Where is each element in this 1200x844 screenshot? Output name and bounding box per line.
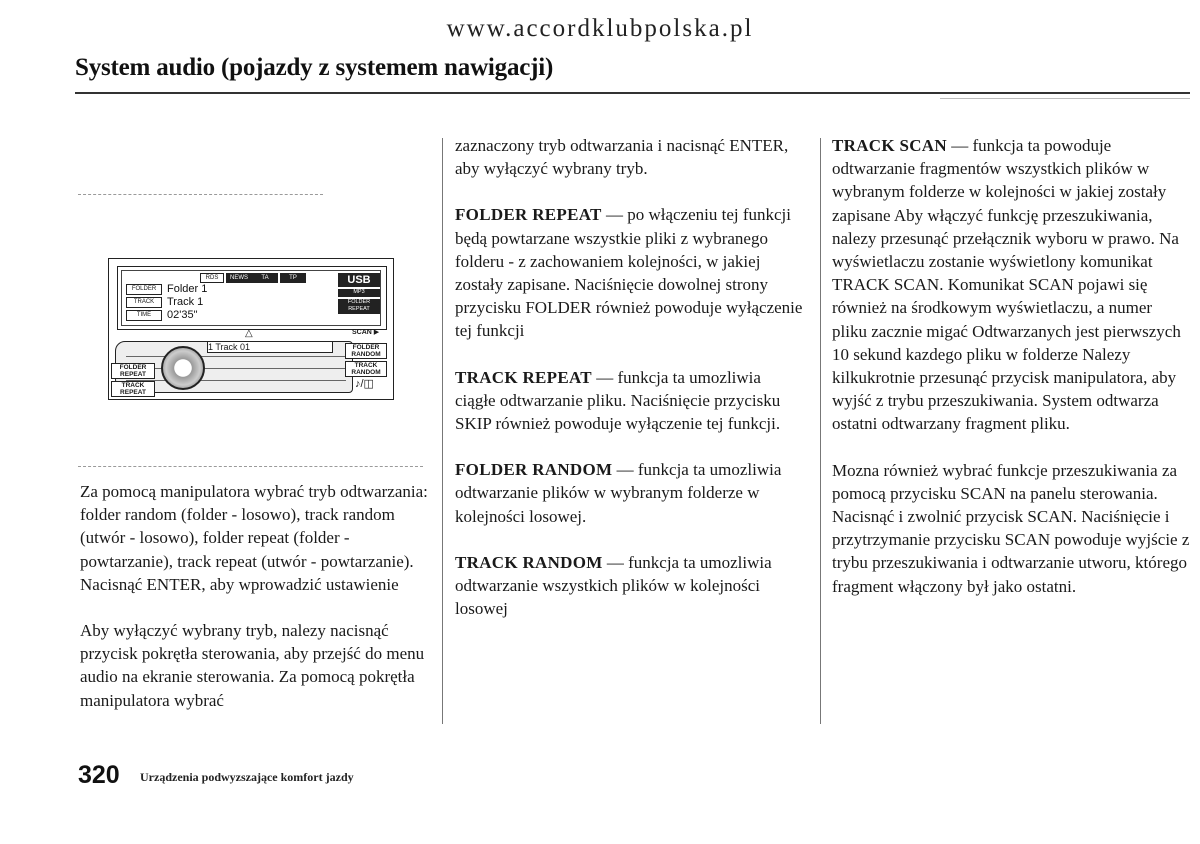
- folder-repeat-text: — po włączeniu tej funkcji będą powtarzane wszystkie pliki z wybranego folderu - z zachowaniem kolejności, w jakiej zostały zapisane. Naciśnięcie dowolnej strony przycisku FOLDER również powoduje wyłączenie tej funkcji: [455, 205, 803, 341]
- footer-section-title: Urządzenia podwyzszające komfort jazdy: [140, 770, 354, 784]
- column-1: [80, 480, 442, 735]
- tab-ta: TA: [252, 273, 278, 283]
- track-random-button: TRACK RANDOM: [345, 361, 387, 377]
- folder-repeat-section: [455, 203, 805, 342]
- tab-rds: RDS: [200, 273, 224, 283]
- display-label-folder: FOLDER: [126, 284, 162, 295]
- display-value-folder: Folder 1: [167, 283, 208, 295]
- panel-groove: [126, 380, 346, 381]
- track-strip: 1 Track 01: [207, 341, 333, 353]
- track-random-section: [455, 551, 805, 621]
- folder-repeat-heading: FOLDER REPEAT: [455, 205, 602, 225]
- title-divider: [75, 92, 1190, 94]
- mode-badge: FOLDER REPEAT: [338, 299, 380, 314]
- track-repeat-section: [455, 366, 805, 436]
- column-2: [455, 134, 805, 643]
- track-repeat-text: — funkcja ta umozliwia ciągłe odtwarzanie pliku. Naciśnięcie przycisku SKIP również powoduje wyłączenie tej funkcji.: [455, 367, 781, 434]
- panel-groove: [126, 356, 346, 357]
- dash-line-top: [78, 194, 323, 195]
- tab-news: NEWS: [226, 273, 252, 283]
- track-scan-section: [832, 134, 1190, 436]
- col2-intro: zaznaczony tryb odtwarzania i nacisnąć ENTER, aby wyłączyć wybrany tryb.: [455, 136, 789, 179]
- tab-tp: TP: [280, 273, 306, 283]
- track-scan-heading: TRACK SCAN: [832, 136, 947, 155]
- track-repeat-heading: TRACK REPEAT: [455, 367, 592, 387]
- column-divider-2: [820, 138, 821, 724]
- col1-paragraph-2: Aby wyłączyć wybrany tryb, nalezy nacisnąć przycisk pokrętła sterowania, aby przejść do menu audio na ekranie sterowania. Za pomocą pokrętła manipulatora wybrać: [80, 621, 425, 710]
- track-random-text: — funkcja ta umozliwia odtwarzanie wszystkich plików w kolejności losowej: [455, 552, 772, 619]
- column-3: [832, 134, 1190, 621]
- display-label-track: TRACK: [126, 297, 162, 308]
- track-scan-text: — funkcja ta powoduje odtwarzanie fragmentów wszystkich plików w wybranym folderze w kolejności w jakiej zostały zapisane Aby włączyć funkcję przeszukiwania, nalezy przesunąć przełącznik wyboru w prawo. Na wyświetlaczu zostanie wyświetlony komunikat TRACK SCAN. Komunikat SCAN pojawi się również na środkowym wyświetlaczu, a numer pliku zacznie migać Odtwarzanych jest pierwszych 10 sekund kazdego pliku w folderze Nalezy kilkukrotnie przesunąć przycisk manipulatora, aby wyjść z trybu przeszukiwania. System odtwarza ostatni odtwarzany fragment pliku.: [832, 136, 1181, 434]
- folder-repeat-button: FOLDER REPEAT: [111, 363, 155, 379]
- folder-random-button: FOLDER RANDOM: [345, 343, 387, 359]
- triangle-icon: △: [245, 328, 253, 339]
- page-title: System audio (pojazdy z systemem nawigacji): [75, 54, 554, 81]
- track-repeat-button: TRACK REPEAT: [111, 381, 155, 397]
- title-divider-thin: [940, 98, 1190, 99]
- col1-paragraph-1: Za pomocą manipulatora wybrać tryb odtwarzania: folder random (folder - losowo), track random (utwór - losowo), folder repeat (folder - powtarzanie), track repeat (utwór - powtarzanie). Nacisnąć ENTER, aby wprowadzić ustawienie: [80, 482, 428, 594]
- dash-line-bottom: [78, 466, 423, 467]
- display-value-track: Track 1: [167, 296, 204, 308]
- music-note-icon: ♪/◫: [355, 378, 374, 390]
- col3-paragraph-2: Mozna również wybrać funkcje przeszukiwania za pomocą przycisku SCAN na panelu sterowania.: [832, 460, 1178, 503]
- column-divider-1: [442, 138, 443, 724]
- display-label-time: TIME: [126, 310, 162, 321]
- folder-random-text: — funkcja ta umozliwia odtwarzanie plików w wybranym folderze w kolejności losowej.: [455, 460, 782, 526]
- folder-random-section: [455, 458, 805, 528]
- source-badge: USB: [338, 273, 380, 287]
- display-value-time: 02'35": [167, 309, 198, 321]
- site-url: www.accordklubpolska.pl: [446, 15, 754, 42]
- scan-label: SCAN ▶: [352, 329, 380, 336]
- selector-knob-icon: [161, 346, 205, 390]
- page-number: 320: [78, 761, 120, 789]
- audio-unit-illustration: [108, 258, 394, 400]
- panel-groove: [126, 368, 346, 369]
- format-badge: MP3: [338, 289, 380, 297]
- audio-display: [117, 266, 387, 330]
- col3-paragraph-3: Nacisnąć i zwolnić przycisk SCAN. Naciśnięcie i przytrzymanie przycisku SCAN powoduje wyjście z trybu przeszukiwania i odtwarzanie utworu, którego fragment włączony był jako ostatni.: [832, 507, 1190, 596]
- folder-random-heading: FOLDER RANDOM: [455, 460, 613, 480]
- audio-display-inner: [121, 270, 381, 326]
- track-random-heading: TRACK RANDOM: [455, 552, 603, 572]
